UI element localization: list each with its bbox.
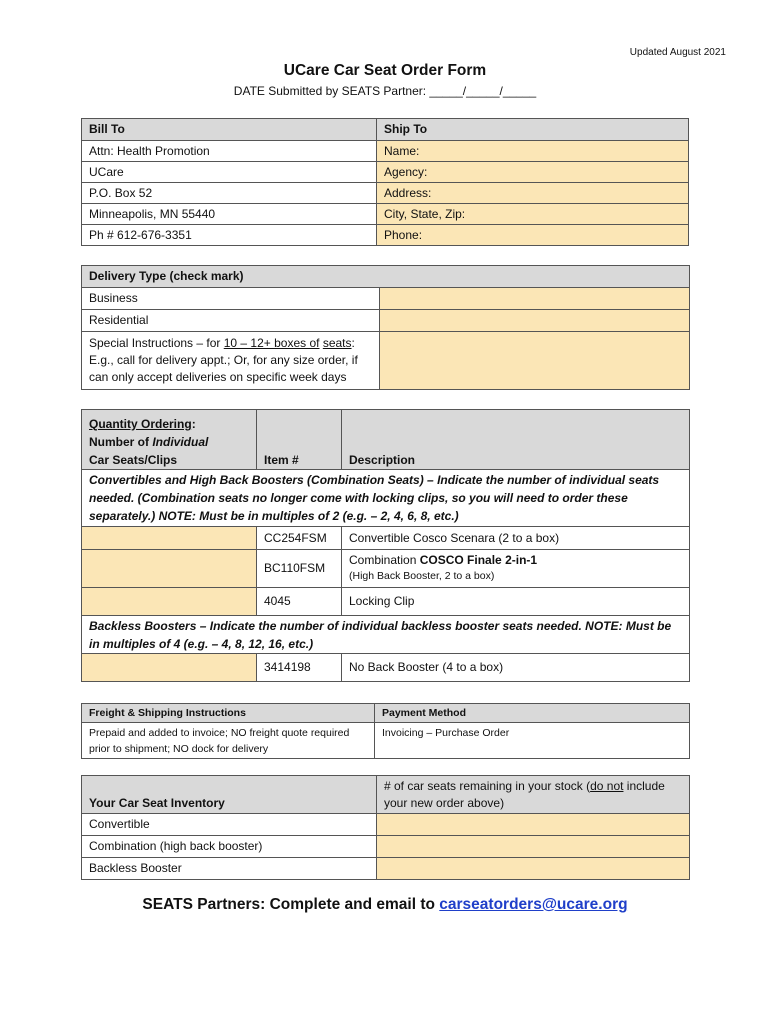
item-number: CC254FSM: [257, 527, 342, 550]
delivery-table: [81, 265, 690, 390]
freight-header: Freight & Shipping Instructions: [82, 704, 375, 723]
ship-to-address-field[interactable]: Address:: [377, 183, 689, 204]
quantity-input[interactable]: [82, 527, 257, 550]
quantity-input[interactable]: [82, 654, 257, 682]
quantity-table: [81, 409, 690, 682]
updated-date: Updated August 2021: [629, 47, 726, 58]
quantity-column-header: Quantity Ordering: Number of Individual Car Seats/Clips: [82, 410, 257, 470]
bill-to-header: Bill To: [82, 119, 377, 141]
special-instructions-label: Special Instructions – for 10 – 12+ boxes of seats: E.g., call for delivery appt.; Or, for any size order, if can only accept deliveries on specific week days: [82, 332, 380, 390]
footer-text: SEATS Partners: Complete and email to: [142, 896, 440, 913]
email-link[interactable]: carseatorders@ucare.org: [439, 896, 628, 913]
item-description: No Back Booster (4 to a box): [342, 654, 690, 682]
ship-to-city-state-zip-field[interactable]: City, State, Zip:: [377, 204, 689, 225]
remaining-stock-header: # of car seats remaining in your stock (do not include your new order above): [377, 776, 690, 814]
form-title: UCare Car Seat Order Form: [283, 62, 487, 79]
bill-to-line: Ph # 612-676-3351: [82, 225, 377, 246]
special-instructions-field[interactable]: [380, 332, 690, 390]
inventory-header: Your Car Seat Inventory: [82, 776, 377, 814]
item-number: 3414198: [257, 654, 342, 682]
delivery-business-label: Business: [82, 288, 380, 310]
quantity-input[interactable]: [82, 588, 257, 616]
payment-method-value: Invoicing – Purchase Order: [375, 723, 690, 759]
address-table: [81, 118, 689, 246]
delivery-residential-checkbox[interactable]: [380, 310, 690, 332]
inventory-table: [81, 775, 690, 880]
convertibles-section-note: Convertibles and High Back Boosters (Combination Seats) – Indicate the number of individual seats needed. (Combination seats no longer come with locking clips, so you will need to order these separately.) NOTE: Must be in multiples of 2 (e.g. – 2, 4, 6, 8, etc.): [82, 470, 690, 527]
inventory-row-label: Combination (high back booster): [82, 836, 377, 858]
quantity-input[interactable]: [82, 550, 257, 588]
item-number: 4045: [257, 588, 342, 616]
ship-to-phone-field[interactable]: Phone:: [377, 225, 689, 246]
description-column-header: Description: [342, 410, 690, 470]
item-number-column-header: Item #: [257, 410, 342, 470]
item-description: Convertible Cosco Scenara (2 to a box): [342, 527, 690, 550]
payment-method-header: Payment Method: [375, 704, 690, 723]
item-number: BC110FSM: [257, 550, 342, 588]
delivery-business-checkbox[interactable]: [380, 288, 690, 310]
inventory-row-label: Convertible: [82, 814, 377, 836]
delivery-type-header: Delivery Type (check mark): [82, 266, 690, 288]
bill-to-line: Attn: Health Promotion: [82, 141, 377, 162]
delivery-residential-label: Residential: [82, 310, 380, 332]
item-description: Combination COSCO Finale 2-in-1 (High Back Booster, 2 to a box): [342, 550, 690, 588]
inventory-backless-field[interactable]: [377, 858, 690, 880]
freight-instructions: Prepaid and added to invoice; NO freight quote required prior to shipment; NO dock for delivery: [82, 723, 375, 759]
ship-to-header: Ship To: [377, 119, 689, 141]
bill-to-line: Minneapolis, MN 55440: [82, 204, 377, 225]
item-description: Locking Clip: [342, 588, 690, 616]
bill-to-line: UCare: [82, 162, 377, 183]
date-submitted-line: DATE Submitted by SEATS Partner: _____/_____/_____: [233, 84, 537, 98]
backless-section-note: Backless Boosters – Indicate the number of individual backless booster seats needed. NOTE: Must be in multiples of 4 (e.g. – 4, 8, 12, 16, etc.): [82, 616, 690, 654]
footer-instructions: [0, 896, 770, 914]
shipping-table: [81, 703, 690, 759]
inventory-convertible-field[interactable]: [377, 814, 690, 836]
ship-to-agency-field[interactable]: Agency:: [377, 162, 689, 183]
inventory-row-label: Backless Booster: [82, 858, 377, 880]
ship-to-name-field[interactable]: Name:: [377, 141, 689, 162]
inventory-combination-field[interactable]: [377, 836, 690, 858]
bill-to-line: P.O. Box 52: [82, 183, 377, 204]
